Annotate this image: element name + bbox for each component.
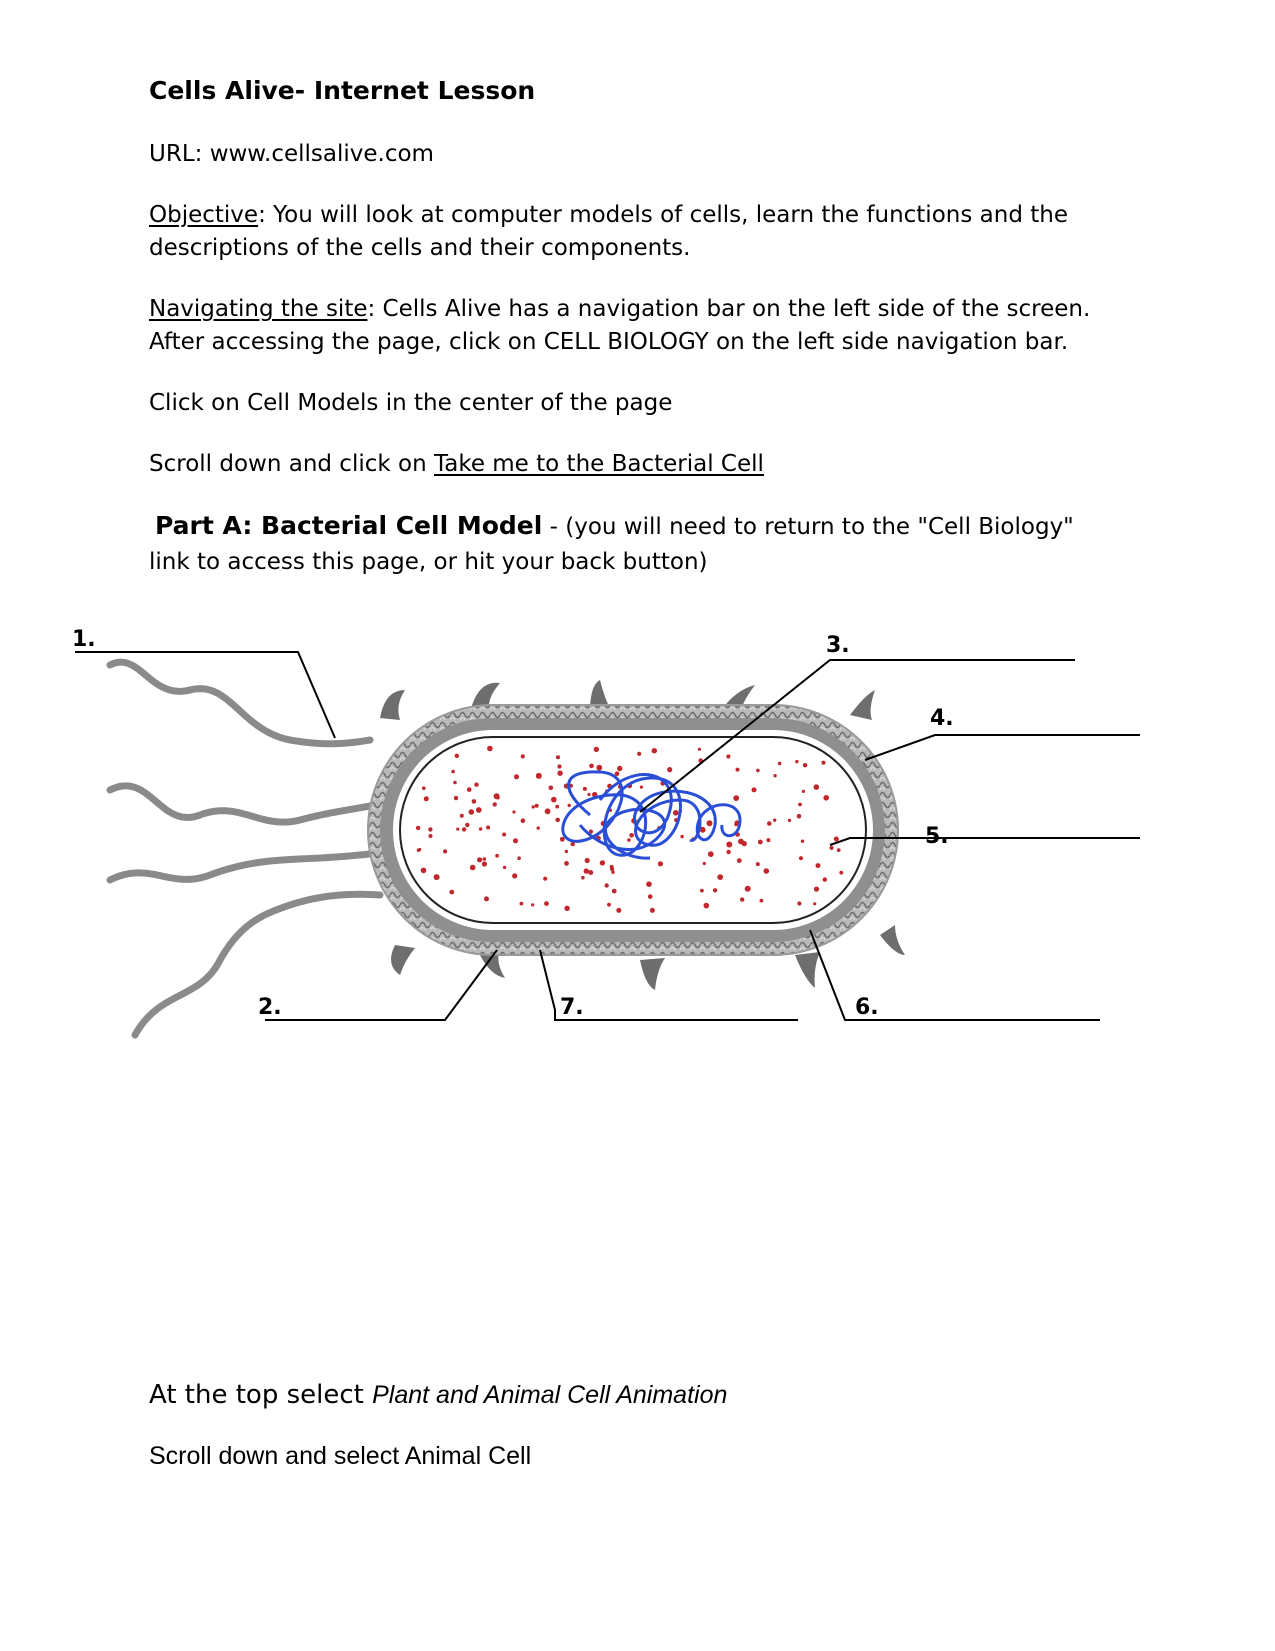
ribosome-dot xyxy=(640,786,643,789)
ribosome-dot xyxy=(726,850,730,854)
ribosome-dot xyxy=(767,821,772,826)
ribosome-dot xyxy=(564,906,569,911)
ribosome-dot xyxy=(803,763,807,767)
plant-animal-emphasis: Plant and Animal Cell Animation xyxy=(372,1381,728,1409)
diagram-label-7: 7. xyxy=(560,995,584,1020)
ribosome-dot xyxy=(704,903,710,909)
objective-text-1: : You will look at computer models of cells, learn the functions and the xyxy=(258,202,1068,228)
ribosome-dot xyxy=(589,764,594,769)
diagram-label-1: 1. xyxy=(72,627,96,652)
ribosome-dot xyxy=(472,799,477,804)
ribosome-dot xyxy=(736,768,740,772)
ribosome-dot xyxy=(421,868,427,874)
ribosome-dot xyxy=(673,810,679,816)
ribosome-dot xyxy=(493,802,497,806)
ribosome-dot xyxy=(839,871,843,875)
ribosome-dot xyxy=(797,901,801,905)
ribosome-dot xyxy=(455,754,459,758)
ribosome-dot xyxy=(612,889,617,894)
ribosome-dot xyxy=(521,754,525,758)
part-a-heading: Part A: Bacterial Cell Model xyxy=(155,511,543,540)
ribosome-dot xyxy=(802,790,805,793)
navigating-line-1 xyxy=(149,292,1090,326)
flagella xyxy=(110,662,380,1035)
ribosome-dot xyxy=(486,826,490,830)
ribosome-dot xyxy=(788,819,791,822)
ribosome-dot xyxy=(549,786,554,791)
ribosome-dot xyxy=(535,804,539,808)
diagram-label-6: 6. xyxy=(855,995,879,1020)
objective-label: Objective xyxy=(149,202,259,228)
ribosome-dot xyxy=(503,866,506,869)
bacterial-cell-diagram xyxy=(0,600,1275,1050)
ribosome-dot xyxy=(756,862,760,866)
ribosome-dot xyxy=(605,883,609,887)
ribosome-dot xyxy=(416,826,420,830)
ribosome-dot xyxy=(581,876,585,880)
ribosome-dot xyxy=(543,877,547,881)
ribosome-dot xyxy=(555,818,560,823)
leader-2 xyxy=(265,950,497,1020)
objective-line-2: descriptions of the cells and their components. xyxy=(149,235,691,261)
ribosome-dot xyxy=(564,861,569,866)
ribosome-dot xyxy=(469,809,475,815)
ribosome-dot xyxy=(726,842,732,848)
ribosome-dot xyxy=(600,860,605,865)
leader-6 xyxy=(810,930,1100,1020)
ribosome-dot xyxy=(773,774,776,777)
ribosome-dot xyxy=(451,770,455,774)
ribosome-dot xyxy=(707,820,713,826)
ribosome-dot xyxy=(700,889,704,893)
ribosome-dot xyxy=(551,797,557,803)
ribosome-dot xyxy=(680,835,683,838)
ribosome-dot xyxy=(514,774,519,779)
ribosome-dot xyxy=(502,833,506,837)
ribosome-dot xyxy=(512,810,515,813)
ribosome-dot xyxy=(637,752,641,756)
navigating-text-1: : Cells Alive has a navigation bar on the left side of the screen. xyxy=(367,296,1091,322)
ribosome-dot xyxy=(474,783,478,787)
ribosome-dot xyxy=(758,840,763,845)
ribosome-dot xyxy=(483,857,487,861)
ribosome-dot xyxy=(797,814,802,819)
ribosome-dot xyxy=(795,760,798,763)
ribosome-dot xyxy=(799,856,803,860)
ribosome-dot xyxy=(531,903,534,906)
objective-line-1 xyxy=(149,198,1068,232)
ribosome-dot xyxy=(470,865,476,871)
ribosome-dot xyxy=(752,787,757,792)
ribosome-dot xyxy=(555,805,559,809)
ribosome-dot xyxy=(536,773,542,779)
ribosome-dot xyxy=(584,868,589,873)
ribosome-dot xyxy=(717,874,723,880)
ribosome-dot xyxy=(773,819,776,822)
ribosome-dot xyxy=(648,894,653,899)
page-title: Cells Alive- Internet Lesson xyxy=(149,76,536,105)
ribosome-dot xyxy=(454,796,458,800)
ribosome-dot xyxy=(544,901,549,906)
ribosome-dot xyxy=(453,781,457,785)
navigating-label: Navigating the site xyxy=(149,296,368,322)
ribosome-dot xyxy=(616,908,621,913)
ribosome-dot xyxy=(742,841,747,846)
ribosome-dot xyxy=(740,897,744,901)
ribosome-dot xyxy=(556,755,560,759)
navigating-line-2: After accessing the page, click on CELL BIOLOGY on the left side navigation bar. xyxy=(149,329,1069,355)
leader-4 xyxy=(865,735,1140,760)
ribosome-dot xyxy=(521,818,526,823)
ribosome-dot xyxy=(487,746,493,752)
ribosome-dot xyxy=(733,795,739,801)
ribosome-dot xyxy=(565,850,568,853)
ribosome-dot xyxy=(837,848,841,852)
ribosome-dot xyxy=(829,846,833,850)
ribosome-dot xyxy=(658,861,663,866)
flagellum-3 xyxy=(110,853,380,880)
ribosome-dot xyxy=(610,865,614,869)
cell-models-instruction: Click on Cell Models in the center of the page xyxy=(149,390,673,416)
ribosome-dot xyxy=(627,838,631,842)
ribosome-dot xyxy=(650,908,655,913)
part-a-line-1 xyxy=(155,509,1074,544)
ribosome-dot xyxy=(778,762,782,766)
ribosome-dot xyxy=(596,765,602,771)
ribosome-dot xyxy=(477,857,482,862)
ribosome-dot xyxy=(418,848,421,851)
ribosome-dot xyxy=(814,784,820,790)
ribosome-dot xyxy=(611,871,614,874)
animal-cell-instruction: Scroll down and select Animal Cell xyxy=(149,1442,532,1470)
ribosome-dot xyxy=(513,838,518,843)
ribosome-dot xyxy=(834,837,839,842)
ribosome-dot xyxy=(482,861,487,866)
ribosome-dot xyxy=(462,827,466,831)
ribosome-dot xyxy=(734,822,738,826)
ribosome-dot xyxy=(703,862,706,865)
ribosome-dot xyxy=(745,886,751,892)
ribosome-dot xyxy=(560,837,565,842)
diagram-label-3: 3. xyxy=(826,633,850,658)
ribosome-dot xyxy=(557,771,562,776)
ribosome-dot xyxy=(708,851,714,857)
ribosome-dot xyxy=(429,834,433,838)
ribosome-dot xyxy=(585,858,590,863)
ribosome-dot xyxy=(517,856,521,860)
ribosome-dot xyxy=(646,881,652,887)
ribosome-dot xyxy=(766,838,770,842)
ribosome-dot xyxy=(449,890,454,895)
plant-animal-prefix: At the top select xyxy=(149,1380,373,1410)
ribosome-dot xyxy=(737,858,742,863)
part-a-line-2: link to access this page, or hit your back button) xyxy=(149,549,708,575)
ribosome-dot xyxy=(494,793,500,799)
ribosome-dot xyxy=(801,840,804,843)
ribosome-dot xyxy=(465,823,469,827)
ribosome-dot xyxy=(760,899,764,903)
ribosome-dot xyxy=(583,787,587,791)
ribosome-dot xyxy=(813,902,816,905)
ribosome-dot xyxy=(816,863,821,868)
ribosome-dot xyxy=(512,873,517,878)
bacterial-instruction xyxy=(149,447,764,481)
ribosome-dot xyxy=(821,761,825,765)
ribosome-dot xyxy=(495,854,499,858)
ribosome-dot xyxy=(764,868,770,874)
flagellum-1 xyxy=(110,662,370,744)
plant-animal-instruction xyxy=(149,1378,727,1412)
ribosome-dot xyxy=(823,877,827,881)
ribosome-dot xyxy=(484,896,489,901)
ribosome-dot xyxy=(545,808,551,814)
ribosome-dot xyxy=(726,754,730,758)
ribosome-dot xyxy=(607,903,611,907)
ribosome-dot xyxy=(422,786,426,790)
ribosome-dot xyxy=(557,764,561,768)
ribosome-dot xyxy=(814,887,819,892)
diagram-label-4: 4. xyxy=(930,706,954,731)
ribosome-dot xyxy=(587,793,590,796)
bacterial-instruction-prefix: Scroll down and click on xyxy=(149,451,434,477)
ribosome-dot xyxy=(467,787,472,792)
ribosome-dot xyxy=(476,807,482,813)
ribosome-dot xyxy=(520,902,524,906)
ribosome-dot xyxy=(537,826,540,829)
ribosome-dot xyxy=(798,803,802,807)
ribosome-dot xyxy=(667,767,672,772)
ribosome-dot xyxy=(629,833,634,838)
ribosome-dot xyxy=(594,747,599,752)
bacterial-cell-link[interactable]: Take me to the Bacterial Cell xyxy=(433,451,764,477)
ribosome-dot xyxy=(652,748,657,753)
ribosome-dot xyxy=(617,766,622,771)
part-a-note: - (you will need to return to the "Cell Biology" xyxy=(542,514,1074,540)
ribosome-dot xyxy=(443,849,447,853)
diagram-label-2: 2. xyxy=(258,995,282,1020)
ribosome-dot xyxy=(460,814,464,818)
ribosome-dot xyxy=(698,748,701,751)
ribosome-dot xyxy=(823,795,829,801)
ribosome-dot xyxy=(713,888,717,892)
ribosome-dot xyxy=(456,828,459,831)
url-line: URL: www.cellsalive.com xyxy=(149,141,434,167)
ribosome-dot xyxy=(568,804,571,807)
ribosome-dot xyxy=(424,796,429,801)
ribosome-dot xyxy=(428,827,432,831)
ribosome-dot xyxy=(479,827,482,830)
flagellum-2 xyxy=(110,786,375,822)
ribosome-dot xyxy=(756,769,760,773)
ribosome-dot xyxy=(434,874,440,880)
ribosome-dot xyxy=(532,805,535,808)
diagram-label-5: 5. xyxy=(925,824,949,849)
